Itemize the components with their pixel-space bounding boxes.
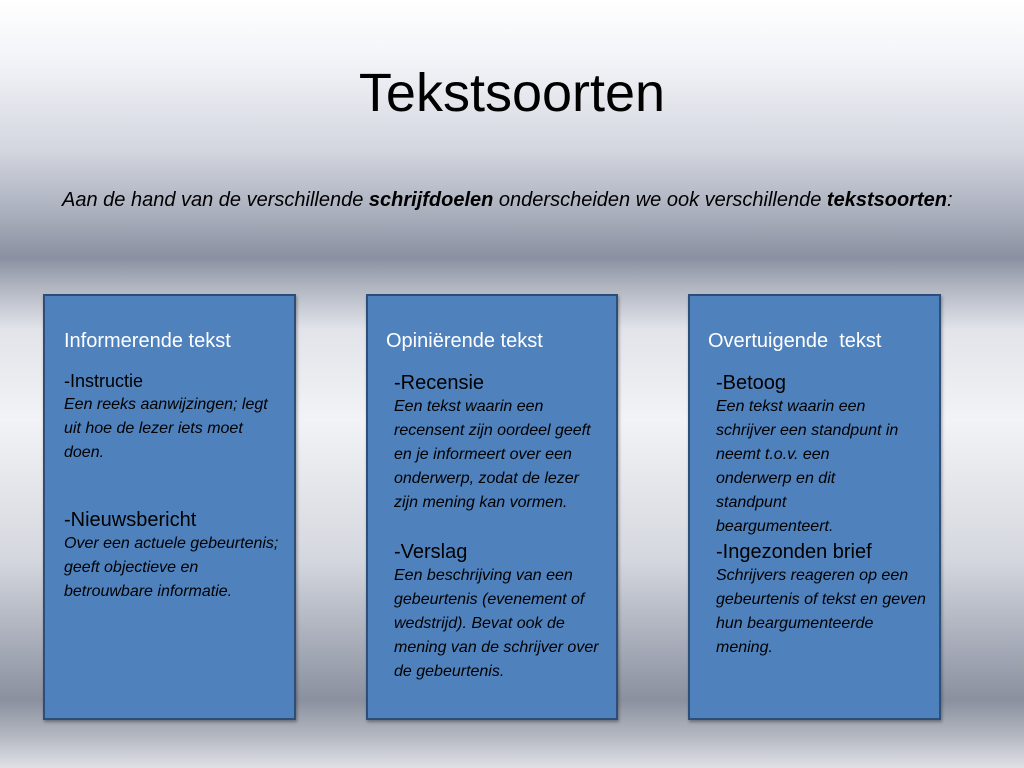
item-name: -Verslag: [394, 541, 468, 563]
intro-part1: Aan de hand van de verschillende: [62, 189, 369, 211]
item-name: -Nieuwsbericht: [64, 509, 197, 531]
intro-bold-tekstsoorten: tekstsoorten: [826, 189, 947, 211]
item-ingezonden-brief: [716, 540, 934, 660]
item-verslag: [394, 540, 599, 684]
item-description: Over een actuele gebeurtenis; geeft objectieve en betrouwbare informatie.: [64, 535, 279, 600]
item-description: Een reeks aanwijzingen; legt uit hoe de lezer iets moet doen.: [64, 396, 268, 461]
box-opinierende-tekst: [366, 294, 618, 720]
item-name: -Instructie: [64, 371, 144, 391]
intro-part2: onderscheiden we ook verschillende: [493, 189, 827, 211]
item-description: Een tekst waarin een schrijver een standpunt in neemt t.o.v. een onderwerp en dit standpunt beargumenteert.: [716, 398, 899, 535]
intro-bold-schrijfdoelen: schrijfdoelen: [368, 189, 494, 211]
item-recensie: [394, 371, 599, 515]
item-description: Schrijvers reageren op een gebeurtenis of tekst en geven hun beargumenteerde mening.: [716, 567, 926, 656]
item-nieuwsbericht: [64, 508, 279, 604]
item-name: -Recensie: [394, 372, 485, 394]
box-overtuigende-tekst: [688, 294, 941, 720]
box-informerende-tekst: [43, 294, 296, 720]
item-name: -Ingezonden brief: [716, 541, 872, 563]
item-description: Een beschrijving van een gebeurtenis (evenement of wedstrijd). Bevat ook de mening van de schrijver over de gebeurtenis.: [394, 567, 599, 680]
item-instructie: [64, 369, 279, 465]
item-betoog: [716, 371, 908, 539]
box-title: Opiniërende tekst: [386, 330, 543, 352]
item-description: Een tekst waarin een recensent zijn oordeel geeft en je informeert over een onderwerp, zodat de lezer zijn mening kan vormen.: [394, 398, 591, 511]
intro-part3: :: [946, 189, 953, 211]
intro-text: [62, 186, 1000, 215]
box-title: Informerende tekst: [64, 330, 231, 352]
item-name: -Betoog: [716, 372, 787, 394]
slide-title: Tekstsoorten: [358, 63, 666, 123]
box-title: Overtuigende tekst: [708, 330, 882, 352]
